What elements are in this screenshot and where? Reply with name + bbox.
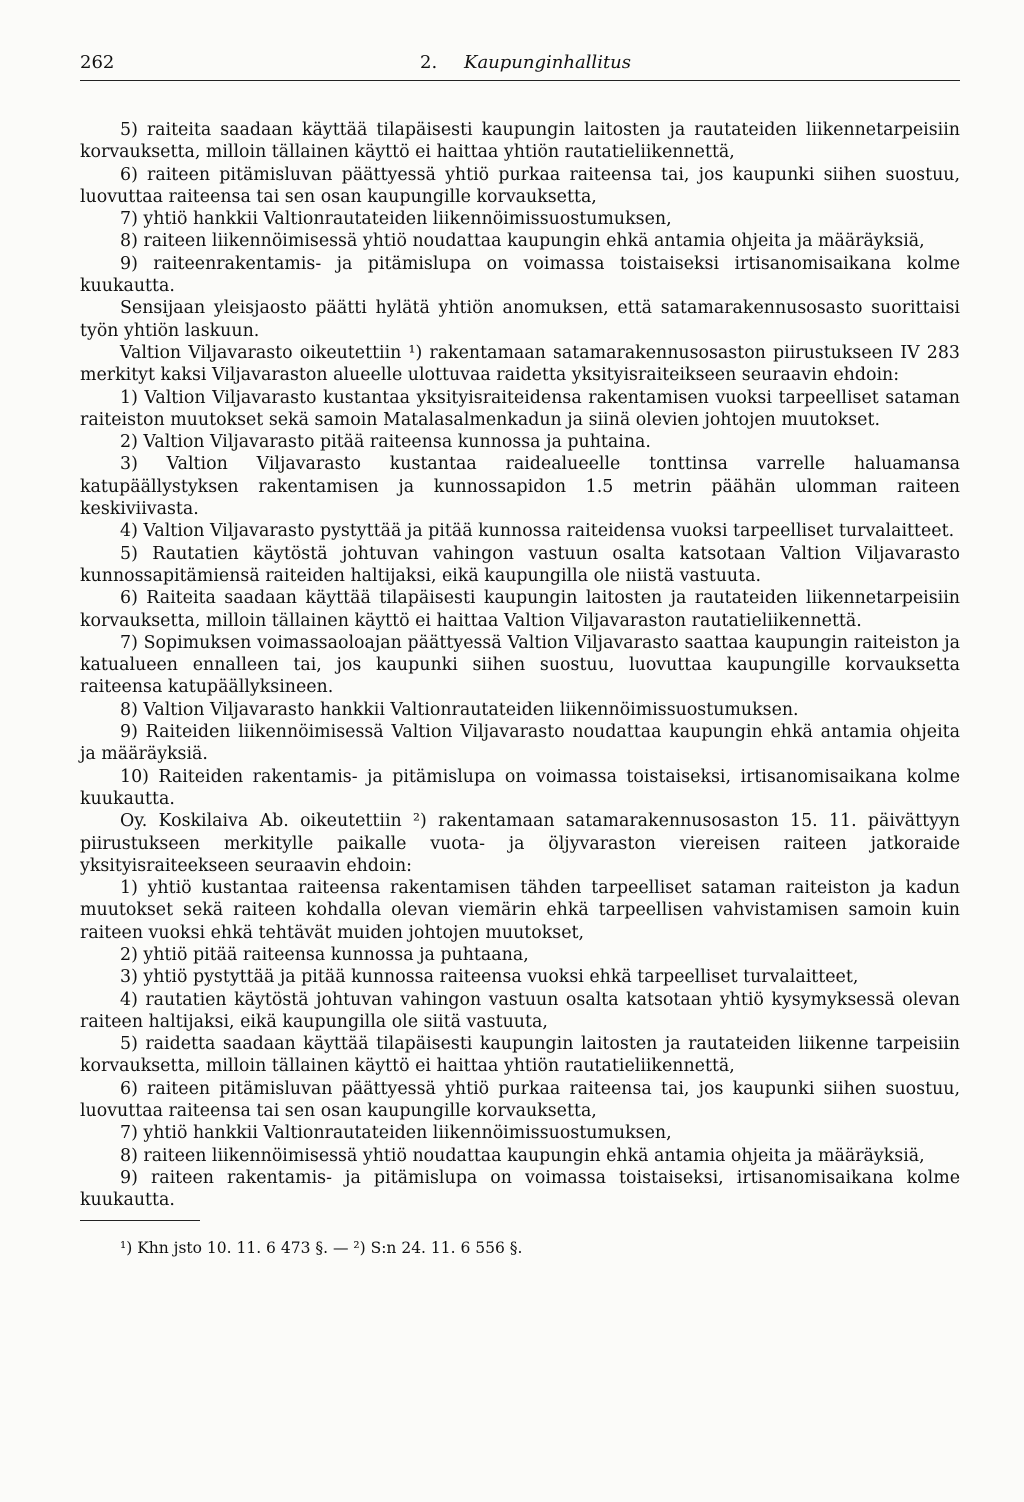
paragraph: 5) raiteita saadaan käyttää tilapäisesti kaupungin laitosten ja rautateiden liikennetarpeisiin korvauksetta, milloin tällainen käyttö ei haittaa yhtiön rautatieliikennettä, xyxy=(80,120,960,163)
footnote-rule xyxy=(80,1220,200,1221)
paragraph: 1) yhtiö kustantaa raiteensa rakentamisen tähden tarpeelliset sataman raiteiston ja kadun muutokset sekä raiteen kohdalla olevan viemärin ehkä tarpeellisen vahvistamisen samoin kuin raiteen vuoksi ehkä tehtävät muiden johtojen muutokset, xyxy=(80,878,960,943)
paragraph: Valtion Viljavarasto oikeutettiin ¹) rakentamaan satamarakennusosaston piirustukseen IV 283 merkityt kaksi Viljavaraston alueelle ulottuvaa raidetta yksityisraiteikseen seuraavin ehdoin: xyxy=(80,342,960,386)
paragraph: 2) yhtiö pitää raiteensa kunnossa ja puhtaana, xyxy=(120,944,529,965)
paragraph: 7) yhtiö hankkii Valtionrautateiden liikennöimissuostumuksen, xyxy=(120,209,672,230)
footnote: ¹) Khn jsto 10. 11. 6 473 §. — ²) S:n 24. 11. 6 556 §. xyxy=(120,1238,523,1257)
paragraph: 9) Raiteiden liikennöimisessä Valtion Viljavarasto noudattaa kaupungin ehkä antamia ohjeita ja määräyksiä. xyxy=(80,722,960,765)
paragraph: 6) raiteen pitämisluvan päättyessä yhtiö purkaa raiteensa tai, jos kaupunki siihen suostuu, luovuttaa raiteensa tai sen osan kaupungille korvauksetta, xyxy=(80,164,960,207)
paragraph: 5) Rautatien käytöstä johtuvan vahingon vastuun osalta katsotaan Valtion Viljavarasto kunnossapitämiensä raiteiden haltijaksi, eikä kaupungilla ole niistä vastuuta. xyxy=(80,543,960,586)
paragraph: 7) yhtiö hankkii Valtionrautateiden liikennöimissuostumuksen, xyxy=(120,1123,672,1144)
paragraph: 1) Valtion Viljavarasto kustantaa yksityisraiteidensa rakentamisen vuoksi tarpeelliset sataman raiteiston muutokset sekä samoin Matalasalmenkadun ja siinä olevien johtojen muutokset. xyxy=(80,387,960,430)
paragraph: 8) raiteen liikennöimisessä yhtiö noudattaa kaupungin ehkä antamia ohjeita ja määräyksiä, xyxy=(120,1145,925,1166)
paragraph: 4) Valtion Viljavarasto pystyttää ja pitää kunnossa raiteidensa vuoksi tarpeelliset turvalaitteet. xyxy=(120,521,955,542)
paragraph: 3) Valtion Viljavarasto kustantaa raidealueelle tonttinsa varrelle haluamansa katupäällystyksen rakentamisen ja kunnossapidon 1.5 metrin päähän ulomman raiteen keskiviivasta. xyxy=(80,454,960,520)
paragraph: 3) yhtiö pystyttää ja pitää kunnossa raiteensa vuoksi ehkä tarpeelliset turvalaitteet, xyxy=(120,967,859,988)
paragraph: 10) Raiteiden rakentamis- ja pitämislupa on voimassa toistaiseksi, irtisanomisaikana kolme kuukautta. xyxy=(80,766,960,809)
paragraph: 9) raiteen rakentamis- ja pitämislupa on voimassa toistaiseksi, irtisanomisaikana kolme kuukautta. xyxy=(80,1167,960,1211)
paragraph: 6) raiteen pitämisluvan päättyessä yhtiö purkaa raiteensa tai, jos kaupunki siihen suostuu, luovuttaa raiteensa tai sen osan kaupungille korvauksetta, xyxy=(80,1078,960,1122)
paragraph: 6) Raiteita saadaan käyttää tilapäisesti kaupungin laitosten ja rautateiden liikennetarpeisiin korvauksetta, milloin tällainen käyttö ei haittaa Valtion Viljavaraston rautatieliikennettä. xyxy=(80,588,960,631)
paragraph: Sensijaan yleisjaosto päätti hylätä yhtiön anomuksen, että satamarakennusosasto suorittaisi työn yhtiön laskuun. xyxy=(80,298,960,341)
document-body xyxy=(80,119,960,1212)
paragraph: Oy. Koskilaiva Ab. oikeutettiin ²) rakentamaan satamarakennusosaston 15. 11. päivättyyn piirustukseen merkitylle paikalle vuota- ja öljyvaraston viereisen raiteen jatkoraide yksityisraiteekseen seuraavin ehdoin: xyxy=(80,811,960,876)
document-page xyxy=(80,52,960,1257)
section-title: Kaupunginhallitus xyxy=(464,52,632,73)
page-number: 262 xyxy=(80,52,115,73)
paragraph: 8) Valtion Viljavarasto hankkii Valtionrautateiden liikennöimissuostumuksen. xyxy=(120,699,799,720)
paragraph: 8) raiteen liikennöimisessä yhtiö noudattaa kaupungin ehkä antamia ohjeita ja määräyksiä, xyxy=(120,231,925,252)
running-header xyxy=(80,52,960,90)
paragraph: 9) raiteenrakentamis- ja pitämislupa on voimassa toistaiseksi irtisanomisaikana kolme kuukautta. xyxy=(80,253,960,297)
section-number: 2. xyxy=(420,52,438,73)
paragraph: 2) Valtion Viljavarasto pitää raiteensa kunnossa ja puhtaina. xyxy=(120,432,651,453)
paragraph: 5) raidetta saadaan käyttää tilapäisesti kaupungin laitosten ja rautateiden liikenne tarpeisiin korvauksetta, milloin tällainen käyttö ei haittaa yhtiön rautatieliikennettä, xyxy=(80,1034,960,1077)
paragraph: 4) rautatien käytöstä johtuvan vahingon vastuun osalta katsotaan yhtiö kysymyksessä olevan raiteen haltijaksi, eikä kaupungilla ole siitä vastuuta, xyxy=(80,989,960,1032)
paragraph: 7) Sopimuksen voimassaoloajan päättyessä Valtion Viljavarasto saattaa kaupungin raiteiston ja katualueen ennalleen tai, jos kaupunki siihen suostuu, luovuttaa kaupungille korvauksetta raiteensa katupäällyksineen. xyxy=(80,632,960,698)
